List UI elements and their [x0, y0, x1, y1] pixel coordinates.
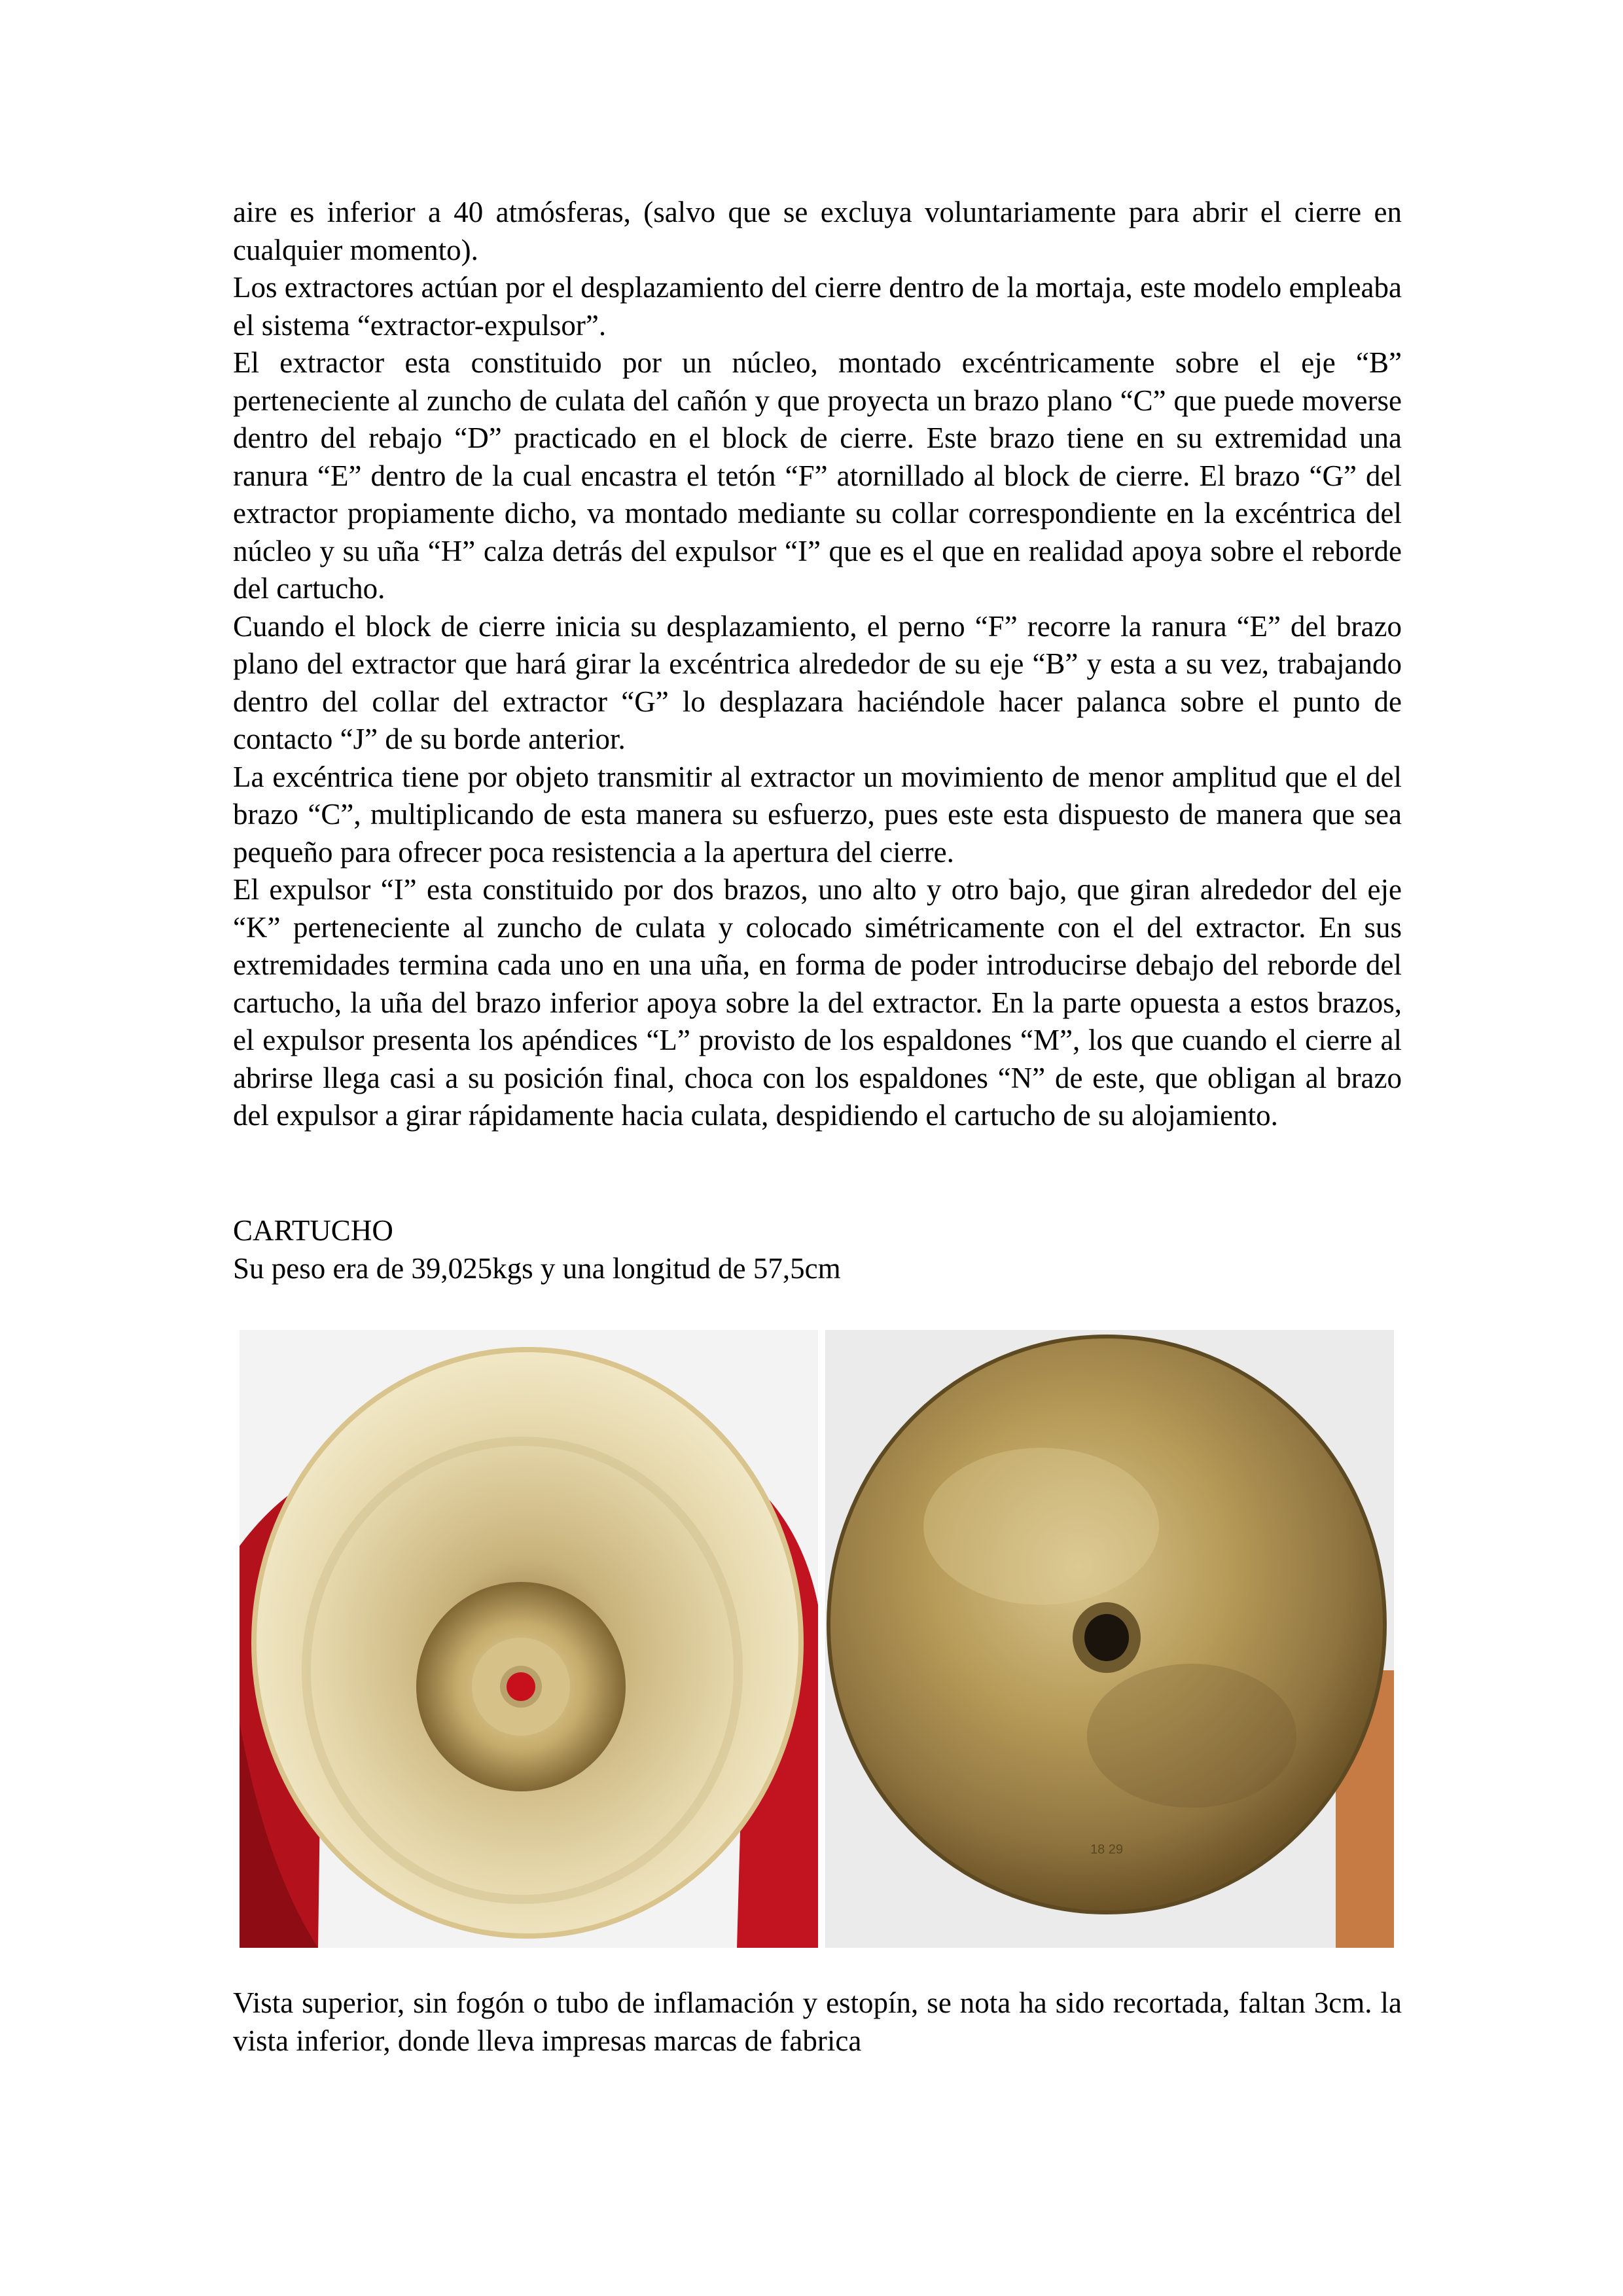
- body-paragraph: Los extractores actúan por el desplazamiento del cierre dentro de la mortaja, este modelo empleaba el sistema “extractor-expulsor”.: [233, 271, 1402, 342]
- factory-mark: 18 29: [1090, 1842, 1124, 1857]
- photo-top-view-image: [240, 1330, 818, 1948]
- body-paragraph: Cuando el block de cierre inicia su desplazamiento, el perno “F” recorre la ranura “E” del brazo plano del extractor que hará girar la excéntrica alrededor de su eje “B” y esta a su vez, trabajando dentro del collar del extractor “G” lo desplazara haciéndole hacer palanca sobre el punto de contacto “J” de su borde anterior.: [233, 609, 1402, 755]
- photo-bottom-view-image: [825, 1330, 1394, 1948]
- caption-section: [233, 1984, 1402, 2060]
- cartridge-specs: Su peso era de 39,025kgs y una longitud de 57,5cm: [233, 1251, 841, 1285]
- photo-bottom-view: [825, 1330, 1394, 1948]
- body-paragraph: aire es inferior a 40 atmósferas, (salvo que se excluya voluntariamente para abrir el cierre en cualquier momento).: [233, 196, 1402, 266]
- body-paragraph: La excéntrica tiene por objeto transmitir al extractor un movimiento de menor amplitud que el del brazo “C”, multiplicando de esta manera su esfuerzo, pues este esta dispuesto de manera que sea pequeño para ofrecer poca resistencia a la apertura del cierre.: [233, 760, 1402, 869]
- photo-caption: Vista superior, sin fogón o tubo de inflamación y estopín, se nota ha sido recortada, faltan 3cm. la vista inferior, donde lleva impresas marcas de fabrica: [233, 1986, 1402, 2057]
- body-text: [233, 194, 1402, 1135]
- body-paragraph: El expulsor “I” esta constituido por dos brazos, uno alto y otro bajo, que giran alrededor del eje “K” perteneciente al zuncho de culata y colocado simétricamente con el del extractor. En sus extremidades termina cada uno en una uña, en forma de poder introducirse debajo del reborde del cartucho, la uña del brazo inferior apoya sobre la del extractor. En la parte opuesta a estos brazos, el expulsor presenta los apéndices “L” provisto de los espaldones “M”, los que cuando el cierre al abrirse llega casi a su posición final, choca con los espaldones “N” de este, que obligan al brazo del expulsor a girar rápidamente hacia culata, despidiendo el cartucho de su alojamiento.: [233, 873, 1402, 1132]
- body-paragraph: El extractor esta constituido por un núcleo, montado excéntricamente sobre el eje “B” perteneciente al zuncho de culata del cañón y que proyecta un brazo plano “C” que puede moverse dentro del rebajo “D” practicado en el block de cierre. Este brazo tiene en su extremidad una ranura “E” dentro de la cual encastra el tetón “F” atornillado al block de cierre. El brazo “G” del extractor propiamente dicho, va montado mediante su collar correspondiente en la excéntrica del núcleo y su uña “H” calza detrás del expulsor “I” que es el que en realidad apoya sobre el reborde del cartucho.: [233, 346, 1402, 605]
- cartridge-section: [233, 1212, 1402, 1287]
- photo-top-view: [240, 1330, 818, 1948]
- section-heading: CARTUCHO: [233, 1214, 393, 1247]
